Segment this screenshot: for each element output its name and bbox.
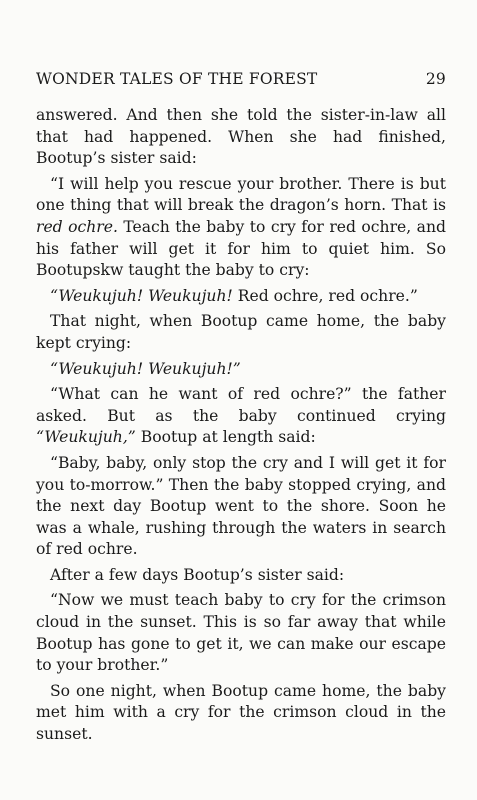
page-number: 29 xyxy=(425,70,446,88)
paragraph: “Now we must teach baby to cry for the crimson cloud in the sunset. This is so far away that while Bootup has gone to get it, we can make our escape to your brother.” xyxy=(36,591,446,675)
paragraph: So one night, when Bootup came home, the baby met him with a cry for the crimson cloud in the sunset. xyxy=(36,681,446,744)
paragraph: “Weukujuh! Weukujuh! Red ochre, red ochre.” xyxy=(50,286,418,305)
paragraph: That night, when Bootup came home, the baby kept crying: xyxy=(36,312,446,352)
running-header xyxy=(36,70,446,88)
paragraph: “What can he want of red ochre?” the father asked. But as the baby continued crying “Weukujuh,” Bootup at length said: xyxy=(36,385,446,447)
body-text xyxy=(36,105,446,746)
running-title: WONDER TALES OF THE FOREST xyxy=(36,70,318,88)
paragraph: “Baby, baby, only stop the cry and I will get it for you to-morrow.” Then the baby stopped crying, and the next day Bootup went to the shore. Soon he was a whale, rushing through the waters in search of red ochre. xyxy=(36,453,446,559)
paragraph: answered. And then she told the sister-in-law all that had happened. When she had finished, Bootup’s sister said: xyxy=(36,106,446,168)
paragraph: “Weukujuh! Weukujuh!” xyxy=(50,359,241,378)
paragraph: After a few days Bootup’s sister said: xyxy=(50,565,345,584)
paragraph: “I will help you rescue your brother. There is but one thing that will break the dragon’s horn. That is red ochre. Teach the baby to cry for red ochre, and his father will get it for him to quiet him. So Bootupskw taught the baby to cry: xyxy=(36,174,446,280)
